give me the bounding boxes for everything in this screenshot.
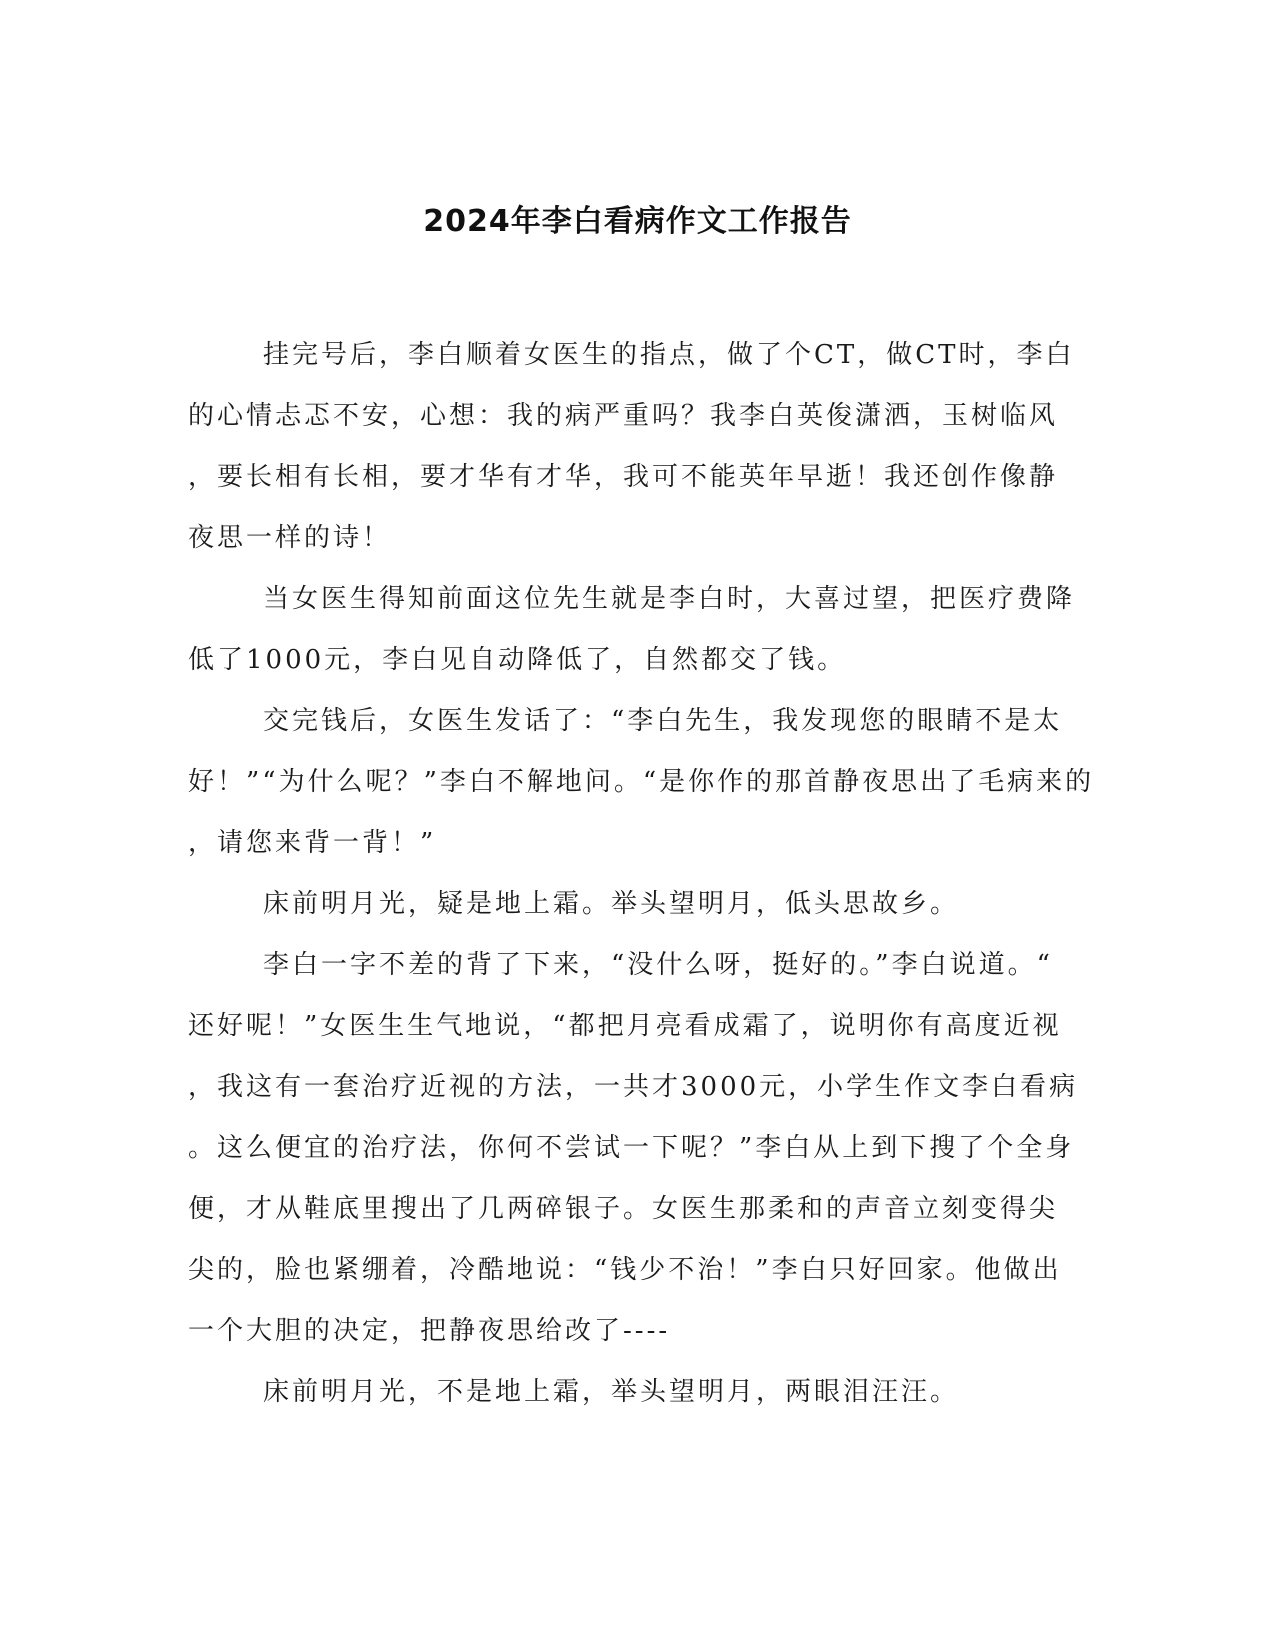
paragraph-line: 便，才从鞋底里搜出了几两碎银子。女医生那柔和的声音立刻变得尖 [188, 1194, 1059, 1224]
paragraph-line: 好！”“为什么呢？”李白不解地问。“是你作的那首静夜思出了毛病来的 [188, 767, 1095, 797]
poem-line: 床前明月光，不是地上霜，举头望明月，两眼泪汪汪。 [263, 1377, 960, 1407]
document-body [188, 325, 1095, 1423]
paragraph-line: 夜思一样的诗！ [188, 523, 392, 553]
document-title: 2024年李白看病作文工作报告 [423, 204, 852, 239]
paragraph-line: 还好呢！”女医生生气地说，“都把月亮看成霜了，说明你有高度近视 [188, 1011, 1062, 1041]
paragraph-line: 当女医生得知前面这位先生就是李白时，大喜过望，把医疗费降 [263, 584, 1076, 614]
paragraph-line: 尖的，脸也紧绷着，冷酷地说：“钱少不治！”李白只好回家。他做出 [188, 1255, 1062, 1285]
paragraph-line: 一个大胆的决定，把静夜思给改了---- [188, 1316, 671, 1346]
paragraph-line: 低了1000元，李白见自动降低了，自然都交了钱。 [188, 645, 847, 675]
paragraph-line: ，请您来背一背！” [188, 828, 437, 858]
paragraph-line: 。这么便宜的治疗法，你何不尝试一下呢？”李白从上到下搜了个全身 [188, 1133, 1075, 1163]
poem-line: 床前明月光，疑是地上霜。举头望明月，低头思故乡。 [263, 889, 960, 919]
paragraph-line: 挂完号后，李白顺着女医生的指点，做了个CT，做CT时，李白 [263, 340, 1075, 370]
paragraph-line: 的心情忐忑不安，心想：我的病严重吗？我李白英俊潇洒，玉树临风 [188, 401, 1059, 431]
paragraph-line: ，要长相有长相，要才华有才华，我可不能英年早逝！我还创作像静 [188, 462, 1059, 492]
paragraph-line: ，我这有一套治疗近视的方法，一共才3000元，小学生作文李白看病 [188, 1072, 1079, 1102]
paragraph-line: 李白一字不差的背了下来，“没什么呀，挺好的。”李白说道。“ [263, 950, 1053, 980]
paragraph-line: 交完钱后，女医生发话了：“李白先生，我发现您的眼睛不是太 [263, 706, 1063, 736]
